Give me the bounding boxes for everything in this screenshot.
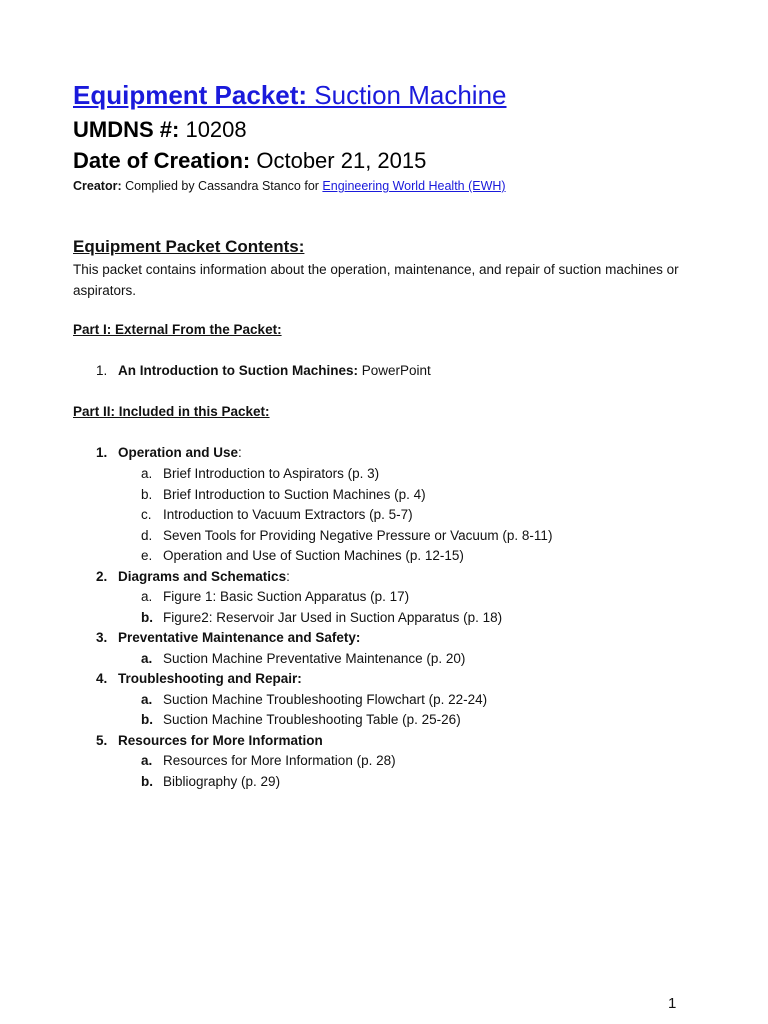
- part1-item: [118, 361, 431, 381]
- umdns-label: UMDNS #:: [73, 117, 180, 142]
- umdns-line: [73, 115, 247, 145]
- creation-date-value: October 21, 2015: [250, 148, 427, 173]
- section-number: 5.: [96, 732, 108, 748]
- section-label: Operation and Use: [118, 445, 239, 460]
- sub-item-letter: a.: [141, 753, 153, 768]
- sub-item-letter: c.: [141, 507, 152, 522]
- sub-item: Resources for More Information (p. 28): [163, 753, 396, 768]
- sub-item-letter: b.: [141, 712, 153, 727]
- part2-heading: Part II: Included in this Packet:: [73, 404, 270, 419]
- sub-item: Operation and Use of Suction Machines (p. 12-15): [163, 548, 464, 563]
- section-troubleshooting-and-repair: [118, 669, 302, 689]
- creator-label: Creator:: [73, 179, 122, 193]
- sub-item: Suction Machine Preventative Maintenance (p. 20): [163, 650, 466, 666]
- section-operation-and-use: [118, 443, 242, 463]
- section-label: Preventative Maintenance and Safety:: [118, 630, 361, 645]
- sub-item-letter: a.: [141, 691, 153, 707]
- sub-item: Bibliography (p. 29): [163, 773, 281, 789]
- section-number: 3.: [96, 630, 108, 645]
- part1-heading: Part I: External From the Packet:: [73, 322, 282, 337]
- section-number: 4.: [96, 671, 108, 686]
- sub-item: Seven Tools for Providing Negative Pressure or Vacuum (p. 8-11): [163, 527, 553, 543]
- sub-item-letter: b.: [141, 486, 153, 502]
- section-label: Resources for More Information: [118, 732, 323, 748]
- section-label: Diagrams and Schematics: [118, 569, 287, 584]
- sub-item-prefix: Figure2:: [163, 609, 213, 625]
- ewh-link[interactable]: Engineering World Health (EWH): [322, 179, 506, 193]
- sub-item: Suction Machine Troubleshooting Table (p. 25-26): [163, 712, 461, 727]
- section-number: 1.: [96, 445, 108, 460]
- contents-heading: Equipment Packet Contents:: [73, 237, 305, 256]
- part1-item-label: An Introduction to Suction Machines:: [118, 363, 358, 378]
- creation-date-line: [73, 146, 426, 176]
- sub-item-letter: a.: [141, 589, 153, 604]
- umdns-value: 10208: [179, 117, 247, 142]
- page-number: 1: [668, 995, 677, 1012]
- section-number: 2.: [96, 569, 108, 584]
- creator-line: [73, 177, 506, 195]
- page-title: [73, 78, 507, 112]
- creator-text: Complied by Cassandra Stanco for: [121, 179, 323, 193]
- sub-item: Brief Introduction to Suction Machines (p. 4): [163, 486, 426, 502]
- part1-item-text: PowerPoint: [358, 363, 431, 378]
- title-label: Equipment Packet:: [73, 80, 308, 110]
- title-value: Suction Machine: [307, 80, 507, 110]
- contents-intro: This packet contains information about the operation, maintenance, and repair of suction machines or aspirators.: [73, 262, 679, 298]
- section-suffix: :: [238, 445, 242, 460]
- sub-item-letter: a.: [141, 650, 153, 666]
- sub-item: Introduction to Vacuum Extractors (p. 5-7): [163, 507, 413, 522]
- sub-item-letter: b.: [141, 773, 153, 789]
- sub-item: Brief Introduction to Aspirators (p. 3): [163, 466, 380, 481]
- sub-item-letter: b.: [141, 609, 153, 625]
- creation-date-label: Date of Creation:: [73, 148, 251, 173]
- sub-item: [163, 608, 502, 628]
- sub-item: Suction Machine Troubleshooting Flowchart (p. 22-24): [163, 691, 488, 707]
- part1-item-number: 1.: [96, 363, 108, 378]
- section-preventative-maintenance: [118, 628, 360, 648]
- sub-item-text: Reservoir Jar Used in Suction Apparatus (p. 18): [212, 609, 503, 625]
- section-suffix: :: [286, 569, 290, 584]
- section-label: Troubleshooting and Repair:: [118, 671, 302, 686]
- sub-item-letter: d.: [141, 527, 153, 543]
- sub-item-letter: e.: [141, 548, 153, 563]
- section-diagrams-and-schematics: [118, 567, 290, 587]
- section-resources: [118, 731, 323, 751]
- sub-item-letter: a.: [141, 466, 153, 481]
- sub-item: Figure 1: Basic Suction Apparatus (p. 17): [163, 589, 410, 604]
